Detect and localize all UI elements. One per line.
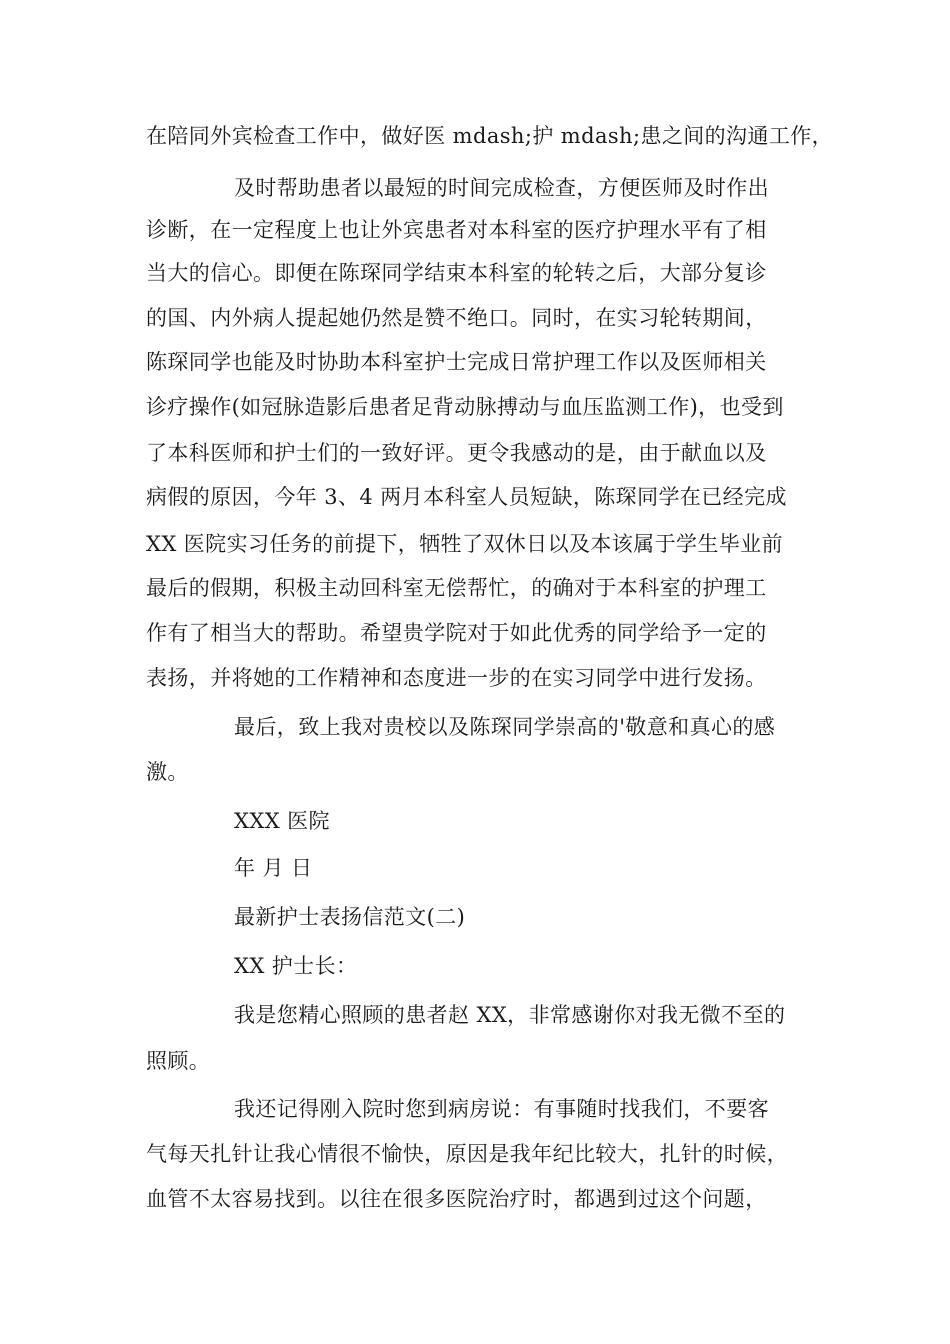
text-line-22: 我还记得刚入院时您到病房说：有事随时找我们，不要客 <box>234 1097 769 1121</box>
text-line-10: XX 医院实习任务的前提下，牺牲了双休日以及本该属于学生毕业前 <box>146 532 783 556</box>
date-line: 年 月 日 <box>234 856 313 880</box>
section-title: 最新护士表扬信范文(二) <box>234 905 466 929</box>
text-line-14: 最后，致上我对贵校以及陈琛同学崇高的'敬意和真心的感 <box>234 715 776 739</box>
text-line-6: 陈琛同学也能及时协助本科室护士完成日常护理工作以及医师相关 <box>146 350 767 374</box>
text-line-20: 我是您精心照顾的患者赵 XX，非常感谢你对我无微不至的 <box>234 1003 786 1027</box>
text-line-21: 照顾。 <box>146 1049 211 1073</box>
text-line-13: 表扬，并将她的工作精神和态度进一步的在实习同学中进行发扬。 <box>146 666 767 690</box>
text-line-8: 了本科医师和护士们的一致好评。更令我感动的是，由于献血以及 <box>146 441 767 465</box>
text-line-24: 血管不太容易找到。以往在很多医院治疗时，都遇到过这个问题， <box>146 1187 767 1211</box>
text-line-7: 诊疗操作(如冠脉造影后患者足背动脉搏动与血压监测工作)，也受到 <box>146 395 784 419</box>
salutation: XX 护士长： <box>234 954 358 978</box>
hospital-signature: XXX 医院 <box>234 809 330 833</box>
text-line-3: 诊断，在一定程度上也让外宾患者对本科室的医疗护理水平有了相 <box>146 218 767 242</box>
text-line-4: 当大的信心。即便在陈琛同学结束本科室的轮转之后，大部分复诊 <box>146 261 767 285</box>
text-line-23: 气每天扎针让我心情很不愉快，原因是我年纪比较大，扎针的时候， <box>146 1142 788 1166</box>
text-line-11: 最后的假期，积极主动回科室无偿帮忙，的确对于本科室的护理工 <box>146 576 767 600</box>
text-line-1: 在陪同外宾检查工作中，做好医 mdash;护 mdash;患之间的沟通工作， <box>146 124 834 148</box>
text-line-12: 作有了相当大的帮助。希望贵学院对于如此优秀的同学给予一定的 <box>146 621 767 645</box>
text-line-9: 病假的原因，今年 3、4 两月本科室人员短缺，陈琛同学在已经完成 <box>146 485 787 509</box>
text-line-5: 的国、内外病人提起她仍然是赞不绝口。同时，在实习轮转期间， <box>146 306 767 330</box>
text-line-2: 及时帮助患者以最短的时间完成检查，方便医师及时作出 <box>234 176 769 200</box>
text-line-15: 激。 <box>146 760 189 784</box>
